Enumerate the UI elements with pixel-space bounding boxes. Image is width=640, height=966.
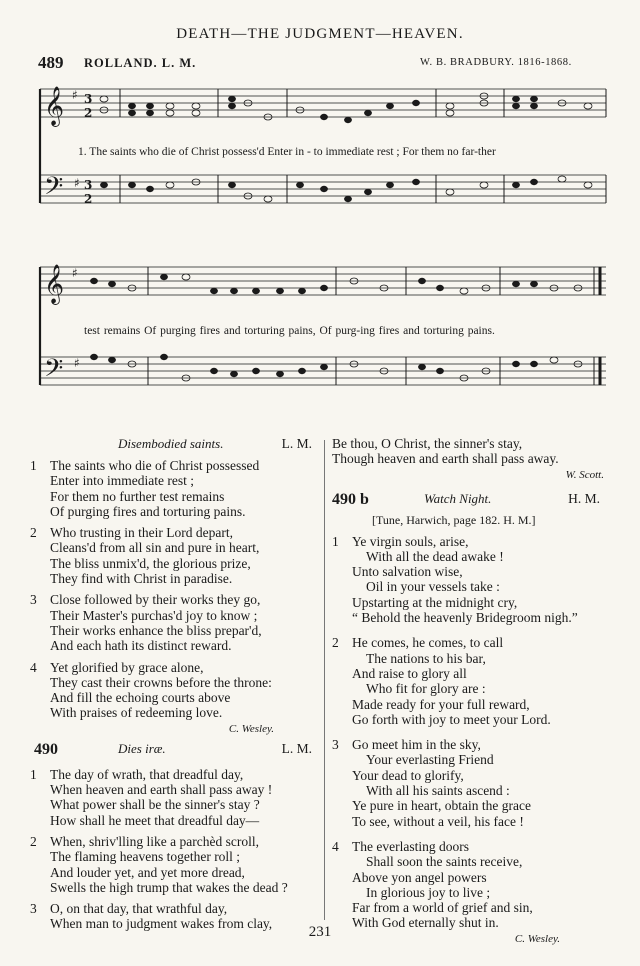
music-lyric-line-2: test remains Of purging fires and torturing pains, Of purg-ing fires and torturing pains.: [84, 325, 495, 337]
page-header: DEATH—THE JUDGMENT—HEAVEN.: [176, 26, 464, 42]
sheet-music: [34, 75, 614, 415]
left-column: [30, 436, 318, 938]
stanza-line: When, shriv'lling like a parchèd scroll,: [50, 833, 259, 849]
sharp-icon: ♯: [74, 176, 80, 190]
hymn-490-meter: L. M.: [281, 740, 312, 756]
hymn-490-number: 490: [34, 740, 58, 758]
sharp-icon: ♯: [72, 88, 78, 102]
hymn-490b-stanza-1: [332, 534, 612, 626]
stanza-line: What power shall be the sinner's stay ?: [50, 797, 260, 813]
hymn-489-meta: [30, 436, 318, 458]
hymn-490-author: W. Scott.: [565, 468, 604, 481]
stanza-line: “ Behold the heavenly Bridegroom nigh.”: [352, 610, 578, 626]
hymn-490b-tune-reference: [Tune, Harwich, page 182. H. M.]: [372, 512, 536, 527]
stanza-line: The day of wrath, that dreadful day,: [50, 766, 244, 782]
stanza-number: 1: [30, 458, 37, 473]
stanza-line: With praises of redeeming love.: [50, 705, 223, 721]
svg-text:2: 2: [84, 106, 93, 120]
hymn-490-stanza-2: [30, 834, 318, 895]
hymn-490-title: Dies iræ.: [118, 740, 166, 756]
stanza-line: Swells the high trump that wakes the dead ?: [50, 879, 288, 895]
stanza-line: When man to judgment wakes from clay,: [50, 916, 273, 932]
stanza-line: Unto salvation wise,: [352, 564, 463, 580]
tune-name: ROLLAND. L. M.: [84, 56, 197, 70]
stanza-line: They find with Christ in paradise.: [50, 571, 233, 587]
stanza-line: In glorious joy to live ;: [366, 884, 491, 900]
hymn-490b-stanza-4: [332, 839, 612, 931]
stanza-line: Go meet him in the sky,: [352, 737, 481, 753]
stanza-line: With God eternally shut in.: [352, 915, 499, 931]
bass-clef-icon: 𝄢: [44, 354, 64, 389]
stanza-line: Their works enhance the bliss prepar'd,: [50, 622, 262, 638]
stanza-line: Though heaven and earth shall pass away.: [332, 451, 559, 467]
stanza-line: Upstarting at the midnight cry,: [352, 594, 518, 610]
stanza-number: 1: [332, 533, 339, 549]
stanza-line: Ye virgin souls, arise,: [352, 533, 469, 549]
stanza-line: Go forth with joy to meet your Lord.: [352, 711, 551, 727]
music-lyric-line-1: 1. The saints who die of Christ possess'd Enter in - to immediate rest ; For them no far-ther: [78, 146, 496, 158]
sharp-icon: ♯: [72, 266, 78, 280]
stanza-number: 1: [30, 766, 37, 782]
hymn-490b-number: 490 b: [332, 490, 369, 508]
hymn-490b-stanza-2: [332, 635, 612, 727]
treble-clef-icon: 𝄞: [44, 86, 65, 126]
stanza-line: Far from a world of grief and sin,: [352, 900, 533, 916]
stanza-line: Be thou, O Christ, the sinner's stay,: [332, 436, 523, 451]
stanza-line: Above yon angel powers: [352, 869, 487, 885]
stanza-line: O, on that day, that wrathful day,: [50, 901, 228, 917]
hymn-490-stanza-1: [30, 767, 318, 828]
bass-clef-icon: 𝄢: [44, 172, 64, 207]
stanza-line: With all the dead awake !: [366, 548, 504, 564]
stanza-line: With all his saints ascend :: [366, 783, 510, 799]
hymn-490b-stanza-3: [332, 737, 612, 829]
hymn-490b-meta: [332, 491, 612, 515]
stanza-number: 2: [30, 833, 37, 849]
notes: [91, 93, 593, 381]
hymn-489-stanza-4: [30, 660, 318, 721]
stanza-line: The nations to his bar,: [366, 650, 486, 666]
stanza-line: And louder yet, and yet more dread,: [50, 864, 245, 880]
stanza-line: When heaven and earth shall pass away !: [50, 782, 273, 798]
stanza-line: And raise to glory all: [352, 665, 467, 681]
tune-composer: W. B. BRADBURY. 1816-1868.: [420, 57, 572, 68]
stanza-line: Enter into immediate rest ;: [50, 473, 194, 489]
stanza-line: Cleans'd from all sin and pure in heart,: [50, 540, 260, 556]
svg-text:3: 3: [84, 92, 93, 106]
right-column: [332, 436, 612, 947]
treble-clef-icon: 𝄞: [44, 264, 65, 304]
hymn-489-meter: L. M.: [281, 436, 312, 451]
stanza-line: Made ready for your full reward,: [352, 696, 530, 712]
hymn-490-meta: [30, 741, 318, 767]
staff-system-1-treble: [40, 89, 606, 117]
stanza-number: 4: [332, 838, 339, 854]
stanza-line: How shall he meet that dreadful day—: [50, 812, 260, 828]
stanza-line: The saints who die of Christ possessed: [50, 458, 260, 473]
stanza-line: And each hath its distinct reward.: [50, 638, 232, 654]
stanza-line: To see, without a veil, his face !: [352, 813, 524, 829]
svg-text:2: 2: [84, 192, 93, 206]
hymn-490b-meter: H. M.: [568, 490, 600, 506]
stanza-line: They cast their crowns before the throne:: [50, 674, 272, 690]
hymn-490b-title: Watch Night.: [424, 490, 492, 506]
svg-text:3: 3: [84, 178, 93, 192]
hymn-490-continuation: [332, 436, 612, 467]
stanza-line: Their Master's purchas'd joy to know ;: [50, 607, 258, 623]
stanza-line: Shall soon the saints receive,: [366, 854, 523, 870]
stanza-line: Yet glorified by grace alone,: [50, 659, 204, 675]
stanza-line: Oil in your vessels take :: [366, 579, 500, 595]
stanza-line: Your dead to glorify,: [352, 767, 464, 783]
tune-number: 489: [38, 53, 64, 72]
stanza-line: And fill the echoing courts above: [50, 690, 231, 706]
staff-system-2-bass: [40, 357, 606, 385]
stanza-line: Close followed by their works they go,: [50, 592, 261, 608]
hymn-489-title: Disembodied saints.: [118, 436, 224, 451]
stanza-number: 2: [30, 525, 37, 541]
hymn-489-stanza-2: [30, 525, 318, 586]
sharp-icon: ♯: [74, 356, 80, 370]
stanza-line: The bliss unmix'd, the glorious prize,: [50, 555, 251, 571]
stanza-line: Who trusting in their Lord depart,: [50, 525, 233, 541]
stanza-line: Ye pure in heart, obtain the grace: [352, 798, 531, 814]
stanza-number: 3: [30, 901, 37, 917]
page-number: 231: [308, 924, 332, 940]
stanza-line: For them no further test remains: [50, 488, 225, 504]
hymn-489-author: C. Wesley.: [228, 722, 274, 735]
stanza-number: 2: [332, 635, 339, 651]
hymn-489-stanza-3: [30, 592, 318, 653]
stanza-line: Of purging fires and torturing pains.: [50, 503, 246, 519]
stanza-line: The everlasting doors: [352, 838, 469, 854]
stanza-line: He comes, he comes, to call: [352, 635, 504, 651]
hymn-490b-author: C. Wesley.: [514, 932, 560, 945]
stanza-number: 3: [30, 592, 37, 608]
stanza-line: The flaming heavens together roll ;: [50, 849, 241, 865]
stanza-number: 4: [30, 659, 37, 675]
stanza-line: Your everlasting Friend: [366, 752, 494, 768]
column-divider: [324, 440, 325, 920]
stanza-line: Who fit for glory are :: [366, 681, 486, 697]
stanza-number: 3: [332, 737, 339, 753]
hymn-489-stanza-1: [30, 458, 318, 519]
